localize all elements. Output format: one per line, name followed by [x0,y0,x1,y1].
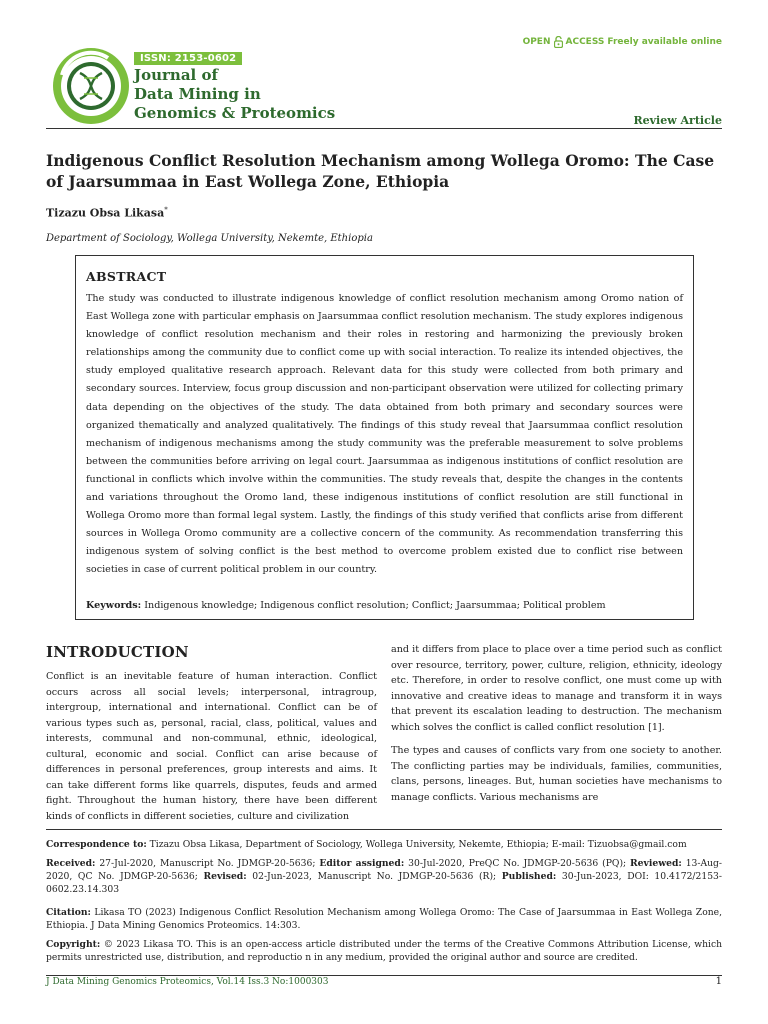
revised-label: Revised: [203,871,247,882]
abstract-heading: ABSTRACT [86,269,167,284]
editor-label: Editor assigned: [319,858,405,869]
body-column-right [391,642,722,813]
published-label: Published: [501,871,557,882]
dna-circle-logo-icon [50,45,132,127]
section-title-introduction: INTRODUCTION [46,643,189,661]
intro-paragraph-2: and it differs from place to place over a time period such as conflict over resource, territory, power, culture, religion, ethnicity, ideology etc. Therefore, in order to resolve conflict, one must come up with innovative and creative ideas to manage and transform it in ways that prevent its escalation leading to destruction. The mechanism which solves the conflict is called conflict resolution [1]. [391,644,722,733]
reviewed-label: Reviewed: [630,858,682,869]
keywords-list: Indigenous knowledge; Indigenous conflict resolution; Conflict; Jaarsummaa; Political problem [144,600,606,611]
issn-label: ISSN: 2153-0602 [134,52,242,65]
open-lock-icon [554,36,563,48]
author-line [46,206,168,220]
citation-text: Likasa TO (2023) Indigenous Conflict Resolution Mechanism among Wollega Oromo: The Case of Jaarsummaa in East Wollega Zone, Ethiopia. J Data Mining Genomics Proteomics. 14:303. [46,907,723,931]
received-text: 27-Jul-2020, Manuscript No. JDMGP-20-5636; [99,858,316,869]
intro-paragraph-3: The types and causes of conflicts vary from one society to another. The conflicting parties may be individuals, families, communities, clans, persons, lineages. But, human societies have mechanisms to manage conflicts. Various mechanisms are [391,745,722,803]
open-access-tagline: Freely available online [607,37,722,47]
header-divider [46,128,722,129]
journal-name-line-1: Journal of [134,66,218,84]
copyright-label: Copyright: [46,939,101,950]
article-title: Indigenous Conflict Resolution Mechanism among Wollega Oromo: The Case of Jaarsummaa in East Wollega Zone, Ethiopia [46,151,715,191]
author-name: Tizazu Obsa Likasa [46,206,165,220]
copyright-text: © 2023 Likasa TO. This is an open-access article distributed under the terms of the Creative Commons Attribution License, which permits unrestricted use, distribution, and reproductio n in any medium, provided the original author and source are credited. [46,939,723,963]
abstract-text: The study was conducted to illustrate indigenous knowledge of conflict resolution mechanism among Oromo nation of East Wollega zone with particular emphasis on Jaarsummaa conflict resolution mechanism. The study explores indigenous knowledge of conflict resolution mechanism and their roles in restoring and harmonizing the previously broken relationships among the community due to conflict come up with social interaction. To realize its intended objectives, the study employed qualitative research approach. Relevant data for this study were collected from both primary and secondary sources. Interview, focus group discussion and non-participant observation were utilized for collecting primary data depending on the objectives of the study. The data obtained from both primary and secondary sources were organized thematically and analyzed qualitatively. The findings of this study reveal that Jaarsummaa conflict resolution mechanism of indigenous mechanisms among the study community was the preferable measurement to solve problems between the communities before arriving on legal court. Jaarsummaa as indigenous institutions of conflict resolution are functional in conflicts which involve within the communities. The study reveals that, despite the changes in the contents and variations throughout the Oromo land, these indigenous institutions of conflict resolution are still functional in Wollega Oromo more than formal legal system. Lastly, the findings of this study verified that conflicts arise from different sources in Wollega Oromo community are a collective concern of the community. As recommendation transferring this indigenous system of solving conflict is the best method to overcome problem existed due to conflict rise between societies in case of current political problem in our country. [86,293,683,576]
revised-text: 02-Jun-2023, Manuscript No. JDMGP-20-5636 (R); [252,871,497,882]
dates-note [46,857,722,896]
journal-name [134,66,335,123]
copyright-note [46,938,722,964]
received-label: Received: [46,858,96,869]
journal-name-line-2: Data Mining in [134,85,261,103]
author-affiliation: Department of Sociology, Wollega University, Nekemte, Ethiopia [46,233,373,244]
correspondence-text: Tizazu Obsa Likasa, Department of Sociology, Wollega University, Nekemte, Ethiopia; E-mail: Tizuobsa@gmail.com [149,839,687,850]
open-access-word-access: ACCESS [565,37,605,47]
keywords-label: Keywords: [86,600,142,611]
editor-text: 30-Jul-2020, PreQC No. JDMGP-20-5636 (PQ); [408,858,627,869]
journal-reference: J Data Mining Genomics Proteomics, Vol.14 Iss.3 No:1000303 [46,977,329,987]
open-access-badge [523,36,722,48]
citation-label: Citation: [46,907,91,918]
citation-note [46,906,722,932]
article-type-label: Review Article [633,114,722,127]
reviewed-text: 13-Aug-2020, QC No. JDMGP-20-5636; [46,858,723,882]
journal-name-line-3: Genomics & Proteomics [134,104,336,122]
page-footer-divider [46,975,722,976]
page-number: 1 [715,976,722,987]
open-access-word-open: OPEN [522,37,551,47]
keywords-line [86,599,683,613]
correspondence-note [46,838,722,851]
correspondence-label: Correspondence to: [46,839,147,850]
published-text: 30-Jun-2023, DOI: 10.4172/2153-0602.23.14.303 [46,871,723,895]
body-column-left [46,669,377,832]
footnote-divider [46,829,722,830]
intro-paragraph-1: Conflict is an inevitable feature of human interaction. Conflict occurs across all social levels; interpersonal, intragroup, intergroup, international and international. Conflict can be of various types such as, personal, racial, class, political, values and interests, communal and non-communal, ethnic, ideological, cultural, economic and social. Conflict can arise because of differences in personal preferences, group interests and aims. It can take different forms like quarrels, disputes, feuds and armed fight. Throughout the human history, there have been different kinds of conflicts in different societies, culture and civilization [46,671,377,822]
author-mark: * [164,206,168,214]
